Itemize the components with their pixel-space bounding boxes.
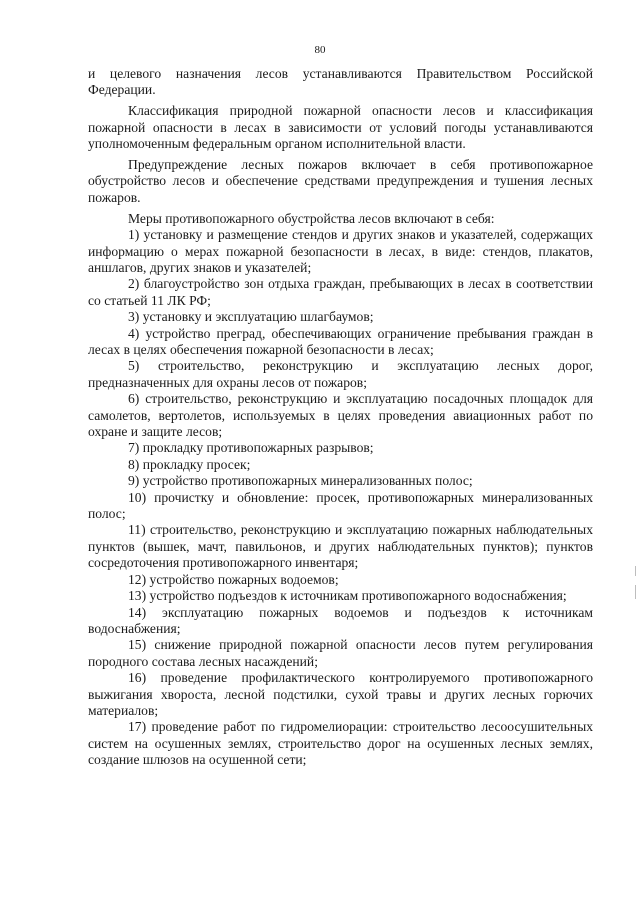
list-item: 11) строительство, реконструкцию и эксплуатацию пожарных наблюдательных пунктов (вышек, мачт, павильонов, и других наблюдательных пунктов); пунктов сосредоточения противопожарного инвентаря; [88,522,593,571]
paragraph: Классификация природной пожарной опасности лесов и классификация пожарной опасности в лесах в зависимости от условий погоды устанавливаются уполномоченным федеральным органом исполнительной власти. [88,103,593,152]
list-item: 8) прокладку просек; [128,456,251,472]
scan-margin-mark [635,585,636,599]
list-item: 3) установку и эксплуатацию шлагбаумов; [128,309,374,325]
list-item: 12) устройство пожарных водоемов; [128,571,339,587]
list-item: 16) проведение профилактического контролируемого противопожарного выжигания хвороста, лесной подстилки, сухой травы и других лесных горючих материалов; [88,670,593,718]
list-item: 6) строительство, реконструкцию и эксплуатацию посадочных площадок для самолетов, вертолетов, используемых в целях проведения авиационных работ по охране и защите лесов; [88,391,593,440]
list-item: 15) снижение природной пожарной опасности лесов путем регулирования породного состава лесных насаждений; [88,637,593,669]
paragraph: Предупреждение лесных пожаров включает в себя противопожарное обустройство лесов и обеспечение средствами предупреждения и тушения лесных пожаров. [88,157,593,205]
list-item: 2) благоустройство зон отдыха граждан, пребывающих в лесах в соответствии со статьей 11 ЛК РФ; [88,276,593,308]
paragraph: и целевого назначения лесов устанавливаются Правительством Российской Федерации. [88,66,593,98]
list-item: 4) устройство преград, обеспечивающих ограничение пребывания граждан в лесах в целях обеспечения пожарной безопасности в лесах; [88,325,593,357]
page-number: 80 [314,44,326,56]
document-body [88,66,593,769]
scan-margin-mark [635,566,636,576]
list-item: 17) проведение работ по гидромелиорации: строительство лесоосушительных систем на осушенных землях, строительство дорог на осушенных лесных землях, создание шлюзов на осушенной сети; [88,719,593,768]
list-item: 9) устройство противопожарных минерализованных полос; [128,473,473,489]
paragraph: Меры противопожарного обустройства лесов включают в себя: [128,210,495,226]
list-item: 10) прочистку и обновление: просек, противопожарных минерализованных полос; [88,489,593,522]
list-item: 5) строительство, реконструкцию и эксплуатацию лесных дорог, предназначенных для охраны лесов от пожаров; [88,358,593,390]
list-item: 14) эксплуатацию пожарных водоемов и подъездов к источникам водоснабжения; [88,604,593,636]
list-item: 1) установку и размещение стендов и других знаков и указателей, содержащих информацию о мерах пожарной безопасности в лесах, в виде: стендов, плакатов, аншлагов, других знаков и указателей; [88,227,593,275]
list-item: 13) устройство подъездов к источникам противопожарного водоснабжения; [128,588,567,604]
list-item: 7) прокладку противопожарных разрывов; [128,440,374,456]
